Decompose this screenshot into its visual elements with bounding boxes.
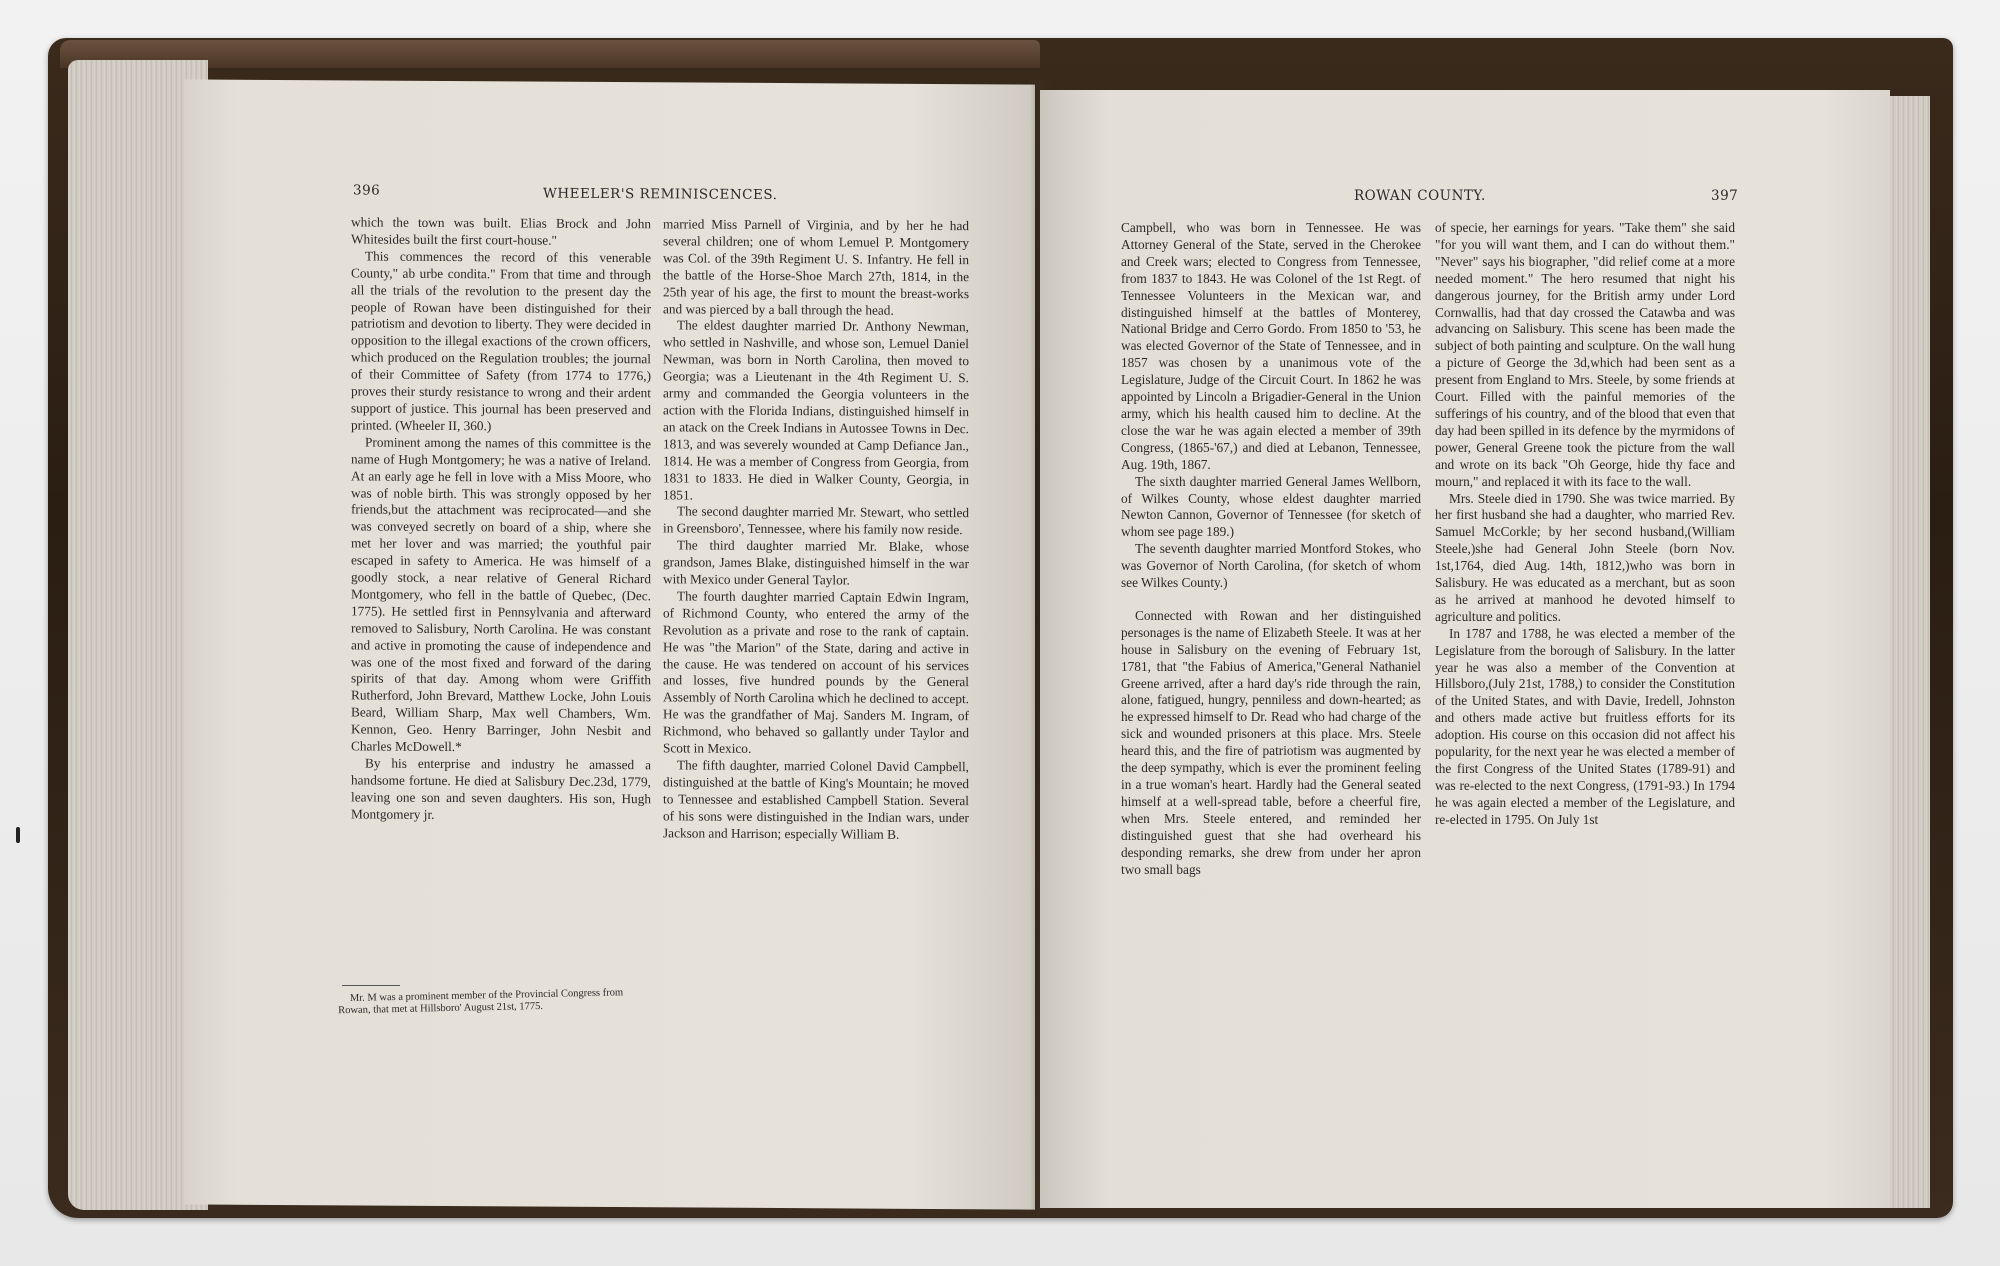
left-running-head: WHEELER'S REMINISCENCES. [543,185,778,204]
right-page-number: 397 [1711,188,1739,204]
left-column-2 [663,216,969,843]
left-column-1 [351,214,651,824]
paragraph: The seventh daughter married Montford Stokes, who was Governor of North Carolina, (for sketch of whom see Wilkes County.) [1121,541,1421,591]
right-running-head: ROWAN COUNTY. [1354,188,1486,204]
right-page [1040,90,1890,1208]
paragraph: Campbell, who was born in Tennessee. He was Attorney General of the State, served in the Cherokee and Creek wars; elected to Congress from Tennessee, from 1837 to 1843. He was Colonel of the 1st Regt. of Tennessee Volunteers in the Mexican war, and distinguished himself at the battles of Monterey, National Bridge and Cerro Gordo. From 1850 to '53, he was elected Governor of the State of Tennessee, and in 1857 was chosen by a unanimous vote of the Legislature, Judge of the Circuit Court. In 1862 he was appointed by Lincoln a Brigadier-General in the Union army, which his health caused him to decline. At the close the war he was again elected a member of 39th Congress, (1865-'67,) and died at Lebanon, Tennessee, Aug. 19th, 1867. [1121,220,1421,472]
paragraph: The sixth daughter married General James Wellborn, of Wilkes County, whose eldest daughter married Newton Cannon, Governor of Tennessee (for sketch of whom see page 189.) [1121,473,1421,540]
paragraph: which the town was built. Elias Brock and John Whitesides built the first court-house." [351,214,651,248]
right-page-stack [1885,96,1930,1208]
paragraph: The eldest daughter married Dr. Anthony Newman, who settled in Nashville, and whose son, Lemuel Daniel Newman, was born in North Carolina, then moved to Georgia; was a Lieutenant in the 4th Regiment U. S. army and commanded the Georgia volunteers in the action with the Florida Indians, distinguished himself in an atack on the Creek Indians in Autossee Towns in Dec. 1813, and was severely wounded at Camp Defiance Jan., 1814. He was a member of Congress from Georgia, from 1831 to 1833. He died in Walker County, Georgia, in 1851. [663,317,969,503]
paragraph: Prominent among the names of this committee is the name of Hugh Montgomery; he was a native of Ireland. At an early age he fell in love with a Miss Moore, who was of noble birth. This was strongly opposed by her friends,but the attachment was reciprocated—and she was conveyed secretly on board of a ship, where she met her lover and was married; the youthful pair escaped in safety to America. He was himself of a goodly stock, a near relative of General Richard Montgomery, who fell in the battle of Quebec, (Dec. 1775). He settled first in Pennsylvania and afterward removed to Salisbury, North Carolina. He was constant and active in promoting the cause of independence and was one of the most fixed and forward of the daring spirits of that day. Among whom were Griffith Rutherford, John Brevard, Matthew Locke, John Louis Beard, William Sharp, Max well Chambers, Wm. Kennon, Geo. Henry Barringer, John Nesbit and Charles McDowell.* [351,434,651,755]
paragraph: This commences the record of this venerable County," ab urbe condita." From that time and through all the trials of the revolution to the present day the people of Rowan have been distinguished for their patriotism and devotion to liberty. They were decided in opposition to the illegal exactions of the crown officers, which produced on the Regulation troubles; the journal of their Committee of Safety (from 1774 to 1776,) proves their sturdy resistance to wrong and their ardent support of justice. This journal has been preserved and printed. (Wheeler II, 360.) [351,248,651,434]
footnote-text: Mr. M was a prominent member of the Provincial Congress from Rowan, that met at Hillsboro' August 21st, 1775. [338,987,624,1016]
paragraph: of specie, her earnings for years. "Take them" she said "for you will want them, and I can do without them." "Never" says his biographer, "did relief come at a more needed moment." The hero resumed that night his dangerous journey, for the British army under Lord Cornwallis, had that day crossed the Catawba and was advancing on Salisbury. This scene has been made the subject of both painting and sculpture. On the wall hung a picture of George the 3d,which had been sent as a present from England to Mrs. Steele, by some friends at Court. Filled with the painful memories of the sufferings of his country, and of the blood that even that day had been spilled in its defence by the myrmidons of power, General Greene took the picture from the wall and wrote on its back "Oh George, hide thy face and mourn," and replaced it with its face to the wall. [1435,220,1735,489]
margin-mark [16,827,20,843]
paragraph: The second daughter married Mr. Stewart, who settled in Greensboro', Tennessee, where his family now reside. [663,503,969,538]
paragraph: The fifth daughter, married Colonel David Campbell, distinguished at the battle of King's Mountain; he moved to Tennessee and established Campbell Station. Several of his sons were distinguished in the Indian wars, under Jackson and Harrison; especially William B. [663,757,969,842]
paragraph: married Miss Parnell of Virginia, and by her he had several children; one of whom Lemuel P. Montgomery was Col. of the 39th Regiment U. S. Infantry. He fell in the battle of the Horse-Shoe March 27th, 1814, in the 25th year of his age, the first to mount the breast-works and was pierced by a ball through the head. [663,216,969,318]
paragraph: The fourth daughter married Captain Edwin Ingram, of Richmond County, who entered the army of the Revolution as a private and rose to the rank of captain. He was "the Marion" of the State, daring and active in the cause. He was tendered on account of his services and losses, five hundred pounds by the General Assembly of North Carolina which he declined to accept. He was the grandfather of Maj. Sanders M. Ingram, of Richmond, who behaved so gallantly under Taylor and Scott in Mexico. [663,588,969,756]
left-page-number: 396 [353,182,381,199]
paragraph: Mrs. Steele died in 1790. She was twice married. By her first husband she had a daughter, who married Rev. Samuel McCorkle; by her second husband,(William Steele,)she had General John Steele (born Nov. 1st,1764, died Aug. 14th, 1812,)who was born in Salisbury. He was educated as a merchant, but as soon as he arrived at manhood he devoted himself to agriculture and politics. [1435,490,1735,624]
paragraph: Connected with Rowan and her distinguished personages is the name of Elizabeth Steele. It was at her house in Salisbury on the evening of February 1st, 1781, that "the Fabius of America,"General Nathaniel Greene arrived, after a hard day's ride through the rain, alone, fatigued, hungry, penniless and down-hearted; as he expressed himself to Dr. Read who had charge of the sick and wounded prisoners at this place. Mrs. Steele heard this, and the fire of patriotism was augmented by the deep sympathy, which is ever the prominent feeling in a true woman's heart. Hardly had the General seated himself at a well-spread table, before a cheerful fire, when Mrs. Steele entered, and reminded her distinguished guest that she had overheard his desponding remarks, she drew from under her apron two small bags [1121,607,1421,877]
left-page [185,79,1035,1209]
right-column-1 [1121,220,1421,878]
paragraph: By his enterprise and industry he amassed a handsome fortune. He died at Salisbury Dec.23d, 1779, leaving one son and seven daughters. His son, Hugh Montgomery jr. [351,755,651,822]
right-column-2 [1435,220,1735,829]
footnote-rule [342,985,400,986]
paragraph: The third daughter married Mr. Blake, whose grandson, James Blake, distinguished himself in the war with Mexico under General Taylor. [663,537,969,588]
paragraph: In 1787 and 1788, he was elected a member of the Legislature from the borough of Salisbury. In the latter year he was also a member of the Convention at Hillsboro,(July 21st, 1788,) to consider the Constitution of the United States, and with Davie, Iredell, Johnston and others made active but fruitless efforts for its adoption. His course on this occasion did not affect his popularity, for the next year he was elected a member of the first Congress of the United States (1789-91) and was re-elected to the next Congress, (1791-93.) In 1794 he was again elected a member of the Legislature, and re-elected in 1795. On July 1st [1435,625,1735,827]
